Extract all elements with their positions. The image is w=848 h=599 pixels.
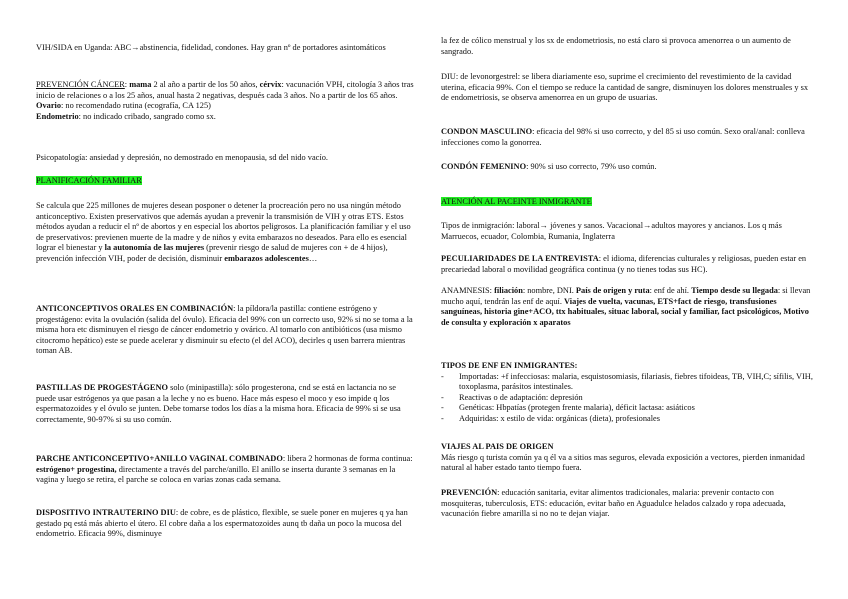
diu-label: DISPOSITIVO INTRAUTERINO DIU [36,508,176,517]
vih-uganda-paragraph: VIH/SIDA en Uganda: ABC→abstinencia, fidelidad, condones. Hay gran nº de portadores asintomáticos [36,43,386,52]
planificacion-intro-paragraph: Se calcula que 225 millones de mujeres desean posponer o detener la procreación pero no usa ningún método anticonceptivo. Existen preservativos que además ayudan a prevenir la transmisión de VIH y otras ETS. Estos métodos ayudan a reducir el nº de abortos y en especial los abortos peligrosos. La planificación familiar y el uso de preservativos: previenen muerte de la madre y de niños y evita embarazos no deseados. Para ello es esencial lograr el bienestar y la autonomía de las mujeres (prevenir riesgo de salud de mujeres con + de 4 hijos), prevención infección VIH, poder de decisión, disminuir embarazos adolescentes… [36,201,411,263]
tipos-inmigracion-paragraph: Tipos de inmigración: laboral→ jóvenes y sanos. Vacacional→adultos mayores y ancianos. Los q más Marruecos, ecuador, Colombia, Rumania, Inglaterra [441,221,782,241]
cervix-label: cérvix [259,80,282,89]
psicopatologia-paragraph: Psicopatología: ansiedad y depresión, no demostrado en menopausia, sd del nido vacío. [36,153,328,162]
condon-femenino-label: CONDÓN FEMENINO [441,162,527,171]
diu-levonorgestrel-paragraph: DIU: de levonorgestrel: se libera diariamente eso, suprime el crecimiento del revestimiento de la cavidad uterina, eficacia 99%. Con el tiempo se reduce la cantidad de sangre, disminuyen los dolores menstruales y sx de endometriosis, se observa amenorrea en un grupo de usuarias. [441,72,809,103]
peculiaridades-label: PECULIARIDADES DE LA ENTREVISTA [441,254,599,263]
condon-masculino-label: CONDON MASCULINO [441,127,533,136]
parche-label: PARCHE ANTICONCEPTIVO+ANILLO VAGINAL COMBINADO [36,454,283,463]
aco-label: ANTICONCEPTIVOS ORALES EN COMBINACIÓN [36,304,234,313]
ovario-label: Ovario [36,101,62,111]
atencion-inmigrante-heading: ATENCIÓN AL PACEINTE INMIGRANTE [441,197,592,206]
list-item: - Reactivas o de adaptación: depresión [441,393,813,404]
viajes-text: Más riesgo q turista común ya q él va a sitios mas seguros, elevada exposición a vectores, pierden inmanidad natural al haber estado tanto tiempo fuera. [441,452,805,473]
viajes-section [441,442,813,474]
planificacion-heading-line [36,176,414,187]
endometrio-label: Endometrio [36,111,79,121]
list-item: - Adquiridas: x estilo de vida: orgánicas (dieta), profesionales [441,414,813,425]
diu-continuation-paragraph: la fez de cólico menstrual y los sx de endometriosis, no está claro si provoca amenorrea o un aumento de sangrado. [441,36,791,56]
tipos-enf-list [441,372,813,425]
viajes-heading: VIAJES AL PAIS DE ORIGEN [441,442,554,451]
atencion-heading-line [441,197,813,208]
mama-label: mama [129,80,152,89]
aco-paragraph: ANTICONCEPTIVOS ORALES EN COMBINACIÓN: la píldora/la pastilla: contiene estrógeno y progestágeno: evita la ovulación (salida del óvulo). Eficacia del 99% con un correcto uso, 92% si no se toma a la misma hora etc disminuyen el riesgo de cáncer endometrio y ovárico. Al tomarlo con antibióticos (usa mismo citocromo hepático) este se puede acelerar y disminuir su efecto (el del ACO), decirles q usen barrera mientras toman AB. [36,304,413,356]
anamnesis-paragraph: ANAMNESIS: filiación: nombre, DNI. País de origen y ruta: enf de ahí. Tiempo desde su llegada: si llevan mucho aquí, tendrán las enf de aquí. Viajes de vuelta, vacunas, ETS+fact de riesgo, transfusiones sanguíneas, historia gine+ACO, ttx habituales, situac laboral, social y familiar, fact psicológicos, Motivo de consulta y exploración x aparatos [441,286,811,327]
prevencion-label: PREVENCIÓN [441,488,498,497]
progestageno-label: PASTILLAS DE PROGESTÁGENO [36,383,168,392]
progestageno-paragraph: PASTILLAS DE PROGESTÁGENO solo (minipastilla): sólo progesterona, cnd se está en lactancia no se puede usar estrógenos ya que pasan a la leche y no es bueno. Hace más espeso el moco y eso impide q los espermatozoides y el óvulo se junten. Debe tomarse todos los días a la misma hora. Eficacia de 99% si se usa correctamente, 90-97% si su uso común. [36,383,401,424]
tipos-enf-section [441,361,813,425]
list-item: - Importadas: +f infecciosas: malaria, esquistosomiasis, filariasis, fiebres tifoideas, TB, VIH,C; sífilis, VIH, toxoplasma, parásitos intestinales. [441,372,813,393]
list-item: - Genéticas: Hbpatías (protegen frente malaria), déficit lactasa: asiáticos [441,403,813,414]
tipos-enf-heading: TIPOS DE ENF EN INMIGRANTES: [441,361,578,370]
prevencion-paragraph: PREVENCIÓN: educación sanitaria, evitar alimentos tradicionales, malaria: prevenir contacto con mosquiteras, tuberculosis, ETS: educación, evitar baño en Aguadulce helados calzado y ropa adecuada, vacunación fiebre amarilla si no no te dejan viajar. [441,488,786,519]
prevencion-cancer-paragraph: PREVENCIÓN CÁNCER: mama 2 al año a partir de los 50 años, cérvix: vacunación VPH, citología 3 años tras inicio de relaciones o a los 25 años, anual hasta 2 negativas, después cada 3 años. No a partir de los 65 años. Ovario: no recomendado rutina (ecografía, CA 125) Endometrio: no indicado cribado, sangrado como sx. [36,80,414,121]
condon-masculino-paragraph: CONDON MASCULINO: eficacia del 98% si uso correcto, y del 85 si uso común. Sexo oral/anal: conlleva infecciones como la gonorrea. [441,127,805,147]
prevencion-cancer-heading: PREVENCIÓN CÁNCER [36,80,125,89]
diu-cobre-paragraph: DISPOSITIVO INTRAUTERINO DIU: de cobre, es de plástico, flexible, se suele poner en mujeres q ya han gestado pq está más abierto el útero. El cobre daña a los espermatozoides aunq tb daña un poco la mucosa del endometrio. Eficacia 99%, disminuye [36,508,408,539]
planificacion-familiar-heading: PLANIFICACIÓN FAMILIAR [36,176,142,185]
condon-femenino-paragraph: CONDÓN FEMENINO: 90% si uso correcto, 79% uso común. [441,162,657,171]
peculiaridades-paragraph: PECULIARIDADES DE LA ENTREVISTA: el idioma, diferencias culturales y religiosas, pueden estar en precariedad laboral o movilidad geográfica continua (y no tienes todas sus HC). [441,254,807,274]
parche-paragraph: PARCHE ANTICONCEPTIVO+ANILLO VAGINAL COMBINADO: libera 2 hormonas de forma continua: estrógeno+ progestina, directamente a través del parche/anillo. El anillo se inserta durante 3 semanas en la vagina y luego se retira, el parche se coloca en varias zonas cada semana. [36,454,413,485]
